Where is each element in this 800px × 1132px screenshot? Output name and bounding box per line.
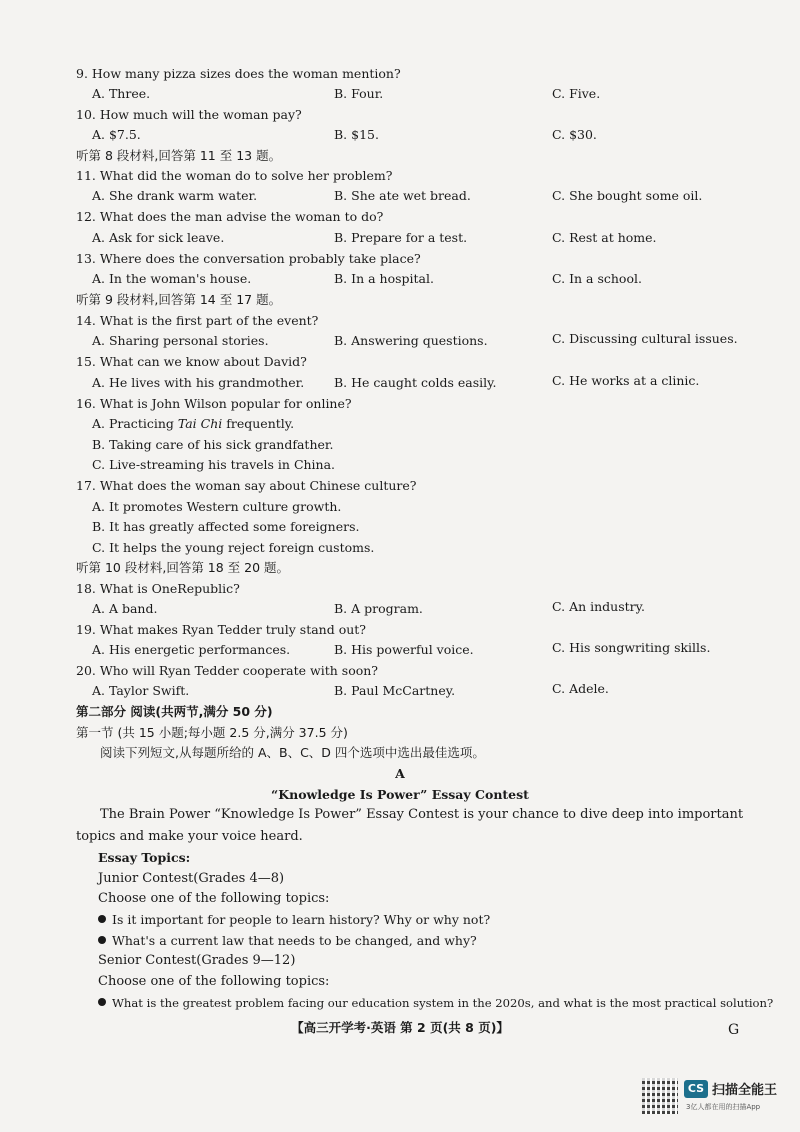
qr-code-icon (642, 1078, 678, 1114)
question-15: 15. What can we know about David? (76, 354, 307, 369)
q15-option-a: A. He lives with his grandmother. (92, 375, 305, 390)
q17-option-a: A. It promotes Western culture growth. (92, 499, 342, 514)
section-8-header: 听第 8 段材料,回答第 11 至 13 题。 (76, 148, 282, 163)
q13-option-c: C. In a school. (552, 271, 642, 286)
scanner-watermark (642, 1076, 792, 1116)
q12-option-c: C. Rest at home. (552, 230, 657, 245)
question-10: 10. How much will the woman pay? (76, 107, 302, 122)
q11-option-b: B. She ate wet bread. (334, 188, 471, 203)
section-10-header: 听第 10 段材料,回答第 18 至 20 题。 (76, 560, 290, 575)
q11-option-c: C. She bought some oil. (552, 188, 703, 203)
q18-option-c: C. An industry. (552, 599, 646, 614)
q15-option-c: C. He works at a clinic. (552, 373, 700, 388)
page-footer: 【高三开学考·英语 第 2 页(共 8 页)】 (291, 1020, 509, 1035)
q9-option-a: A. Three. (92, 86, 151, 101)
q14-option-b: B. Answering questions. (334, 333, 488, 348)
section-9-header: 听第 9 段材料,回答第 14 至 17 题。 (76, 292, 282, 307)
junior-topic-2 (98, 933, 477, 949)
q11-option-a: A. She drank warm water. (92, 188, 258, 203)
q20-option-c: C. Adele. (552, 681, 609, 696)
q19-option-a: A. His energetic performances. (92, 642, 291, 657)
scanner-subtitle: 3亿人都在用的扫描App (686, 1103, 761, 1111)
q20-option-b: B. Paul McCartney. (334, 683, 456, 698)
question-18: 18. What is OneRepublic? (76, 581, 240, 596)
essay-topics-label: Essay Topics: (98, 850, 191, 865)
q16-option-a-pre: A. Practicing (92, 416, 178, 431)
passage-intro: The Brain Power “Knowledge Is Power” Essay Contest is your chance to dive deep into important topics and make your voice heard. (76, 807, 744, 844)
reading-instruction: 阅读下列短文,从每题所给的 A、B、C、D 四个选项中选出最佳选项。 (100, 745, 485, 760)
q18-option-a: A. A band. (92, 601, 158, 616)
q14-option-c: C. Discussing cultural issues. (552, 331, 738, 346)
question-11: 11. What did the woman do to solve her problem? (76, 168, 393, 183)
question-16: 16. What is John Wilson popular for online? (76, 396, 352, 411)
senior-topic-1-text: What is the greatest problem facing our education system in the 2020s, and what is the most practical solution? (112, 996, 774, 1010)
passage-title: “Knowledge Is Power” Essay Contest (271, 787, 529, 802)
q13-option-a: A. In the woman's house. (92, 271, 252, 286)
bullet-icon (98, 998, 106, 1006)
q18-option-b: B. A program. (334, 601, 423, 616)
q16-option-a-emphasis: Tai Chi (177, 416, 223, 431)
senior-topic-1 (98, 995, 773, 1011)
junior-topic-1-text: Is it important for people to learn history? Why or why not? (112, 912, 491, 927)
q14-option-a: A. Sharing personal stories. (92, 333, 269, 348)
q10-option-b: B. $15. (334, 127, 379, 142)
q10-option-c: C. $30. (552, 127, 597, 142)
choose-topic-junior: Choose one of the following topics: (98, 891, 330, 906)
part-2-title: 第二部分 阅读(共两节,满分 50 分) (76, 704, 273, 719)
q20-option-a: A. Taylor Swift. (92, 683, 190, 698)
q19-option-c: C. His songwriting skills. (552, 640, 711, 655)
q16-option-a (92, 416, 294, 432)
question-17: 17. What does the woman say about Chinese culture? (76, 478, 417, 493)
junior-topic-1 (98, 912, 490, 928)
question-19: 19. What makes Ryan Tedder truly stand out? (76, 622, 367, 637)
q19-option-b: B. His powerful voice. (334, 642, 474, 657)
q12-option-b: B. Prepare for a test. (334, 230, 468, 245)
q16-option-b: B. Taking care of his sick grandfather. (92, 437, 334, 452)
scanner-title: 扫描全能王 (712, 1083, 778, 1098)
q16-option-a-post: frequently. (222, 416, 295, 431)
camscanner-logo: CS (684, 1080, 708, 1098)
senior-contest: Senior Contest(Grades 9—12) (98, 953, 296, 968)
question-9: 9. How many pizza sizes does the woman mention? (76, 66, 401, 81)
q9-option-c: C. Five. (552, 86, 601, 101)
q16-option-c: C. Live-streaming his travels in China. (92, 457, 336, 472)
question-12: 12. What does the man advise the woman to do? (76, 209, 384, 224)
q15-option-b: B. He caught colds easily. (334, 375, 497, 390)
junior-topic-2-text: What's a current law that needs to be changed, and why? (112, 933, 477, 948)
junior-contest: Junior Contest(Grades 4—8) (98, 871, 285, 886)
passage-letter: A (395, 766, 405, 781)
bullet-icon (98, 936, 106, 944)
q17-option-b: B. It has greatly affected some foreigners. (92, 519, 360, 534)
q12-option-a: A. Ask for sick leave. (92, 230, 225, 245)
version-code: G (728, 1022, 740, 1038)
q9-option-b: B. Four. (334, 86, 384, 101)
q17-option-c: C. It helps the young reject foreign customs. (92, 540, 375, 555)
choose-topic-senior: Choose one of the following topics: (98, 974, 330, 989)
question-13: 13. Where does the conversation probably take place? (76, 251, 421, 266)
question-14: 14. What is the first part of the event? (76, 313, 319, 328)
bullet-icon (98, 915, 106, 923)
q10-option-a: A. $7.5. (92, 127, 141, 142)
section-1-title: 第一节 (共 15 小题;每小题 2.5 分,满分 37.5 分) (76, 725, 348, 740)
q13-option-b: B. In a hospital. (334, 271, 434, 286)
question-20: 20. Who will Ryan Tedder cooperate with soon? (76, 663, 378, 678)
